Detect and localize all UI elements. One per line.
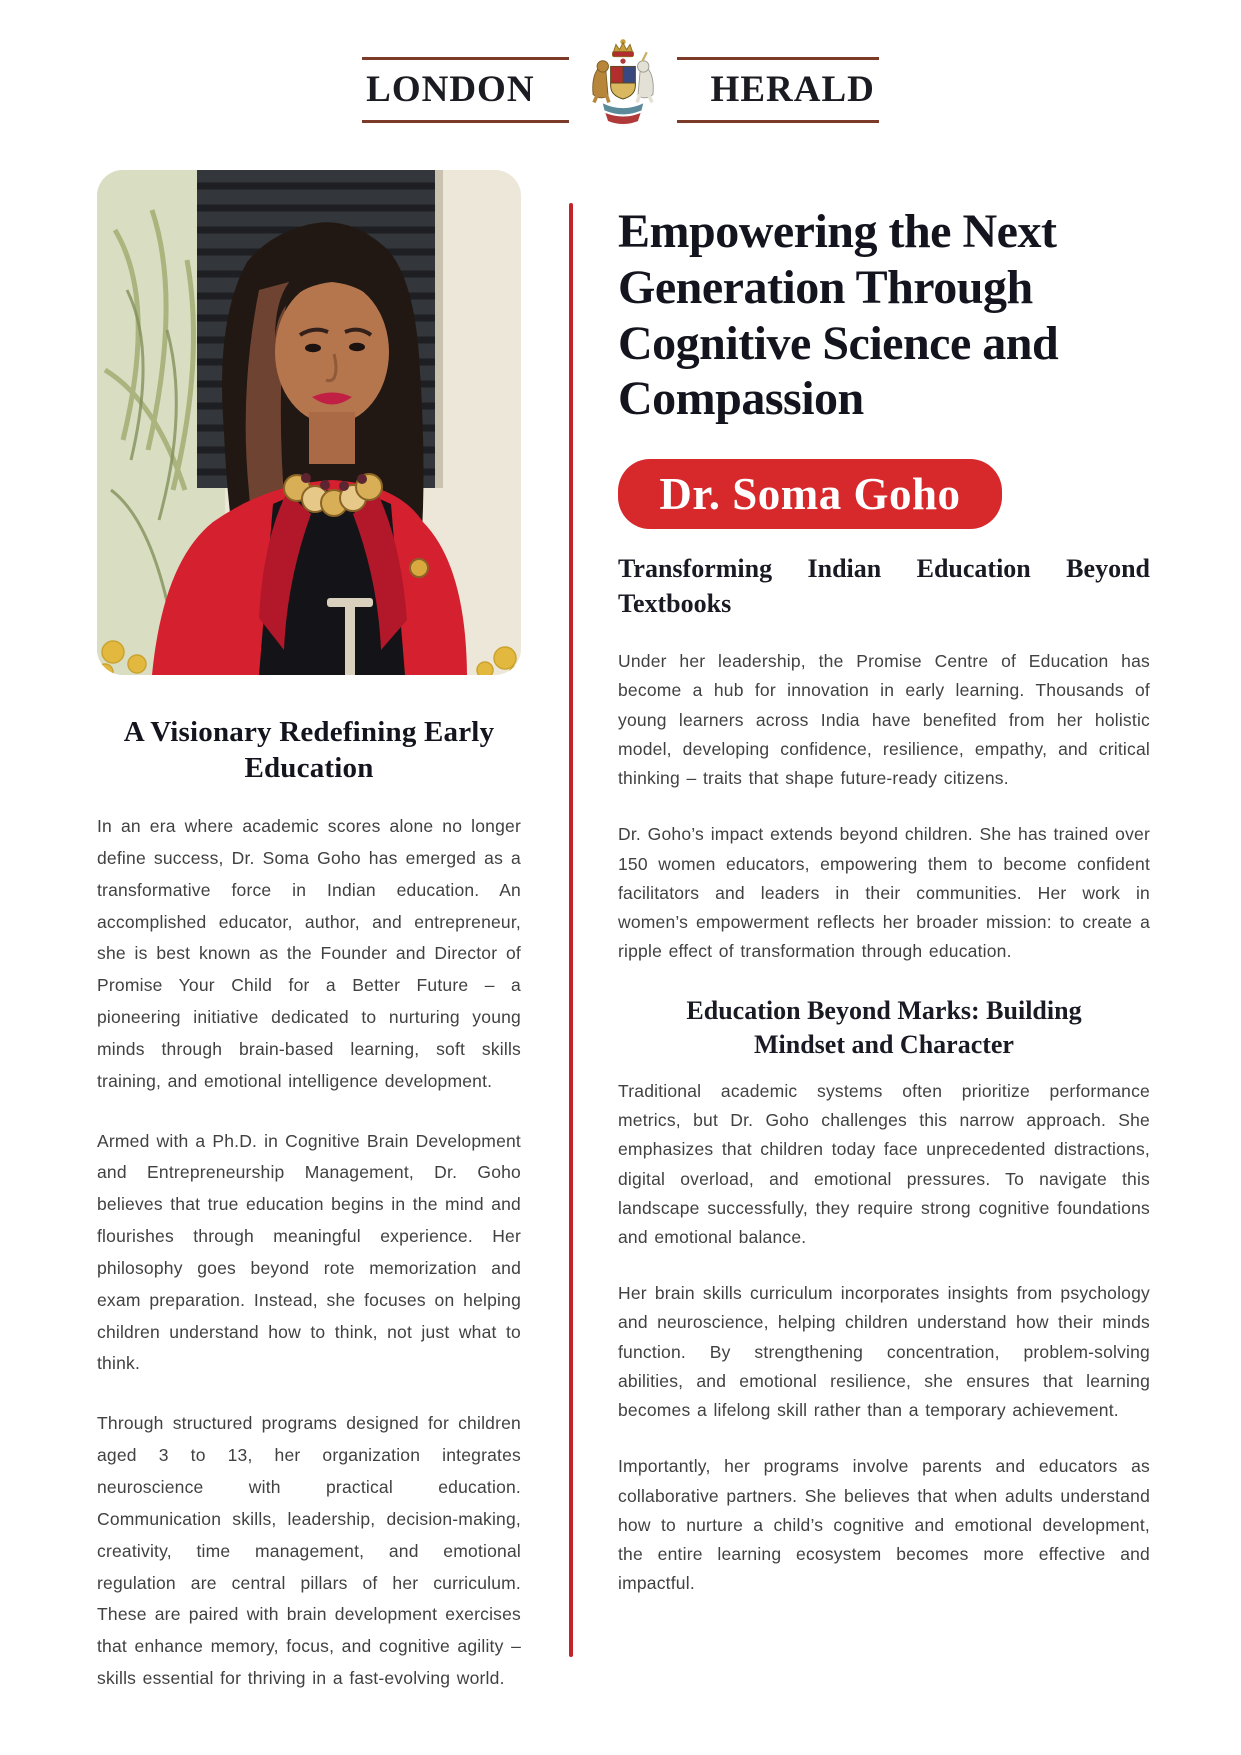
right-paragraph-3: Traditional academic systems often prioritize performance metrics, but Dr. Goho challenges this narrow approach. She emphasizes that children today face unprecedented distractions, digital overload, and emotional pressures. To navigate this landscape successfully, they require strong cognitive foundations and emotional balance. [618,1080,1150,1247]
name-badge: Dr. Soma Goho [618,459,1002,529]
left-paragraph-1: In an era where academic scores alone no longer define success, Dr. Soma Goho has emerged as a transformative force in Indian education. An accomplished educator, author, and entrepreneur, she is best known as the Founder and Director of Promise Your Child for a Better Future – a pioneering initiative dedicated to nurturing young minds through brain-based learning, soft skills training, and emotional intelligence development. [97,815,521,1091]
left-paragraph-3: Through structured programs designed for children aged 3 to 13, her organization integrates neuroscience with practical education. Communication skills, leadership, decision-making, creativity, time management, and emotional regulation are central pillars of her curriculum. These are paired with brain development exercises that enhance memory, focus, and cognitive agility – skills essential for thriving in a fast-evolving world. [97,1413,521,1689]
column-divider-rule [569,203,573,1657]
article-headline: Empowering the Next Generation Through Cognitive Science and Compassion [618,205,1059,426]
portrait-photo [97,170,521,675]
right-paragraph-2: Dr. Goho’s impact extends beyond children. She has trained over 150 women educators, empowering them to become confident facilitators and leaders in their communities. Her work in women’s empowerment reflects her broader mission: to create a ripple effect of transformation through education. [618,824,1150,962]
left-column [97,170,521,1695]
right-column [618,172,1150,1598]
left-paragraph-2: Armed with a Ph.D. in Cognitive Brain Development and Entrepreneurship Management, Dr. Goho believes that true education begins in the mind and flourishes through meaningful experience. Her philosophy goes beyond rote memorization and exam preparation. Instead, she focuses on helping children understand how to think, not just what to think. [97,1130,521,1374]
subheading-transforming: Transforming Indian Education Beyond Textbooks [618,554,1150,619]
subheading-education-beyond-marks: Education Beyond Marks: Building Mindset and Character [686,996,1082,1059]
right-paragraph-1: Under her leadership, the Promise Centre of Education has become a hub for innovation in early learning. Thousands of young learners across India have benefited from her holistic model, developing confidence, resilience, empathy, and critical thinking – traits that shape future-ready citizens. [618,651,1150,789]
right-paragraph-5: Importantly, her programs involve parents and educators as collaborative partners. She believes that when adults understand how to nurture a child’s cognitive and emotional development, the entire learning ecosystem becomes more effective and impactful. [618,1456,1150,1594]
masthead [0,38,1241,142]
masthead-title-left: LONDON [362,57,568,123]
royal-crest-icon [579,38,667,142]
right-paragraph-4: Her brain skills curriculum incorporates insights from psychology and neuroscience, helping children understand how their minds function. By strengthening concentration, problem-solving abilities, and emotional resilience, she ensures that learning becomes a lifelong skill rather than a temporary achievement. [618,1283,1150,1421]
left-section-title: A Visionary Redefining Early Education [123,716,495,784]
masthead-title-right: HERALD [677,57,879,123]
